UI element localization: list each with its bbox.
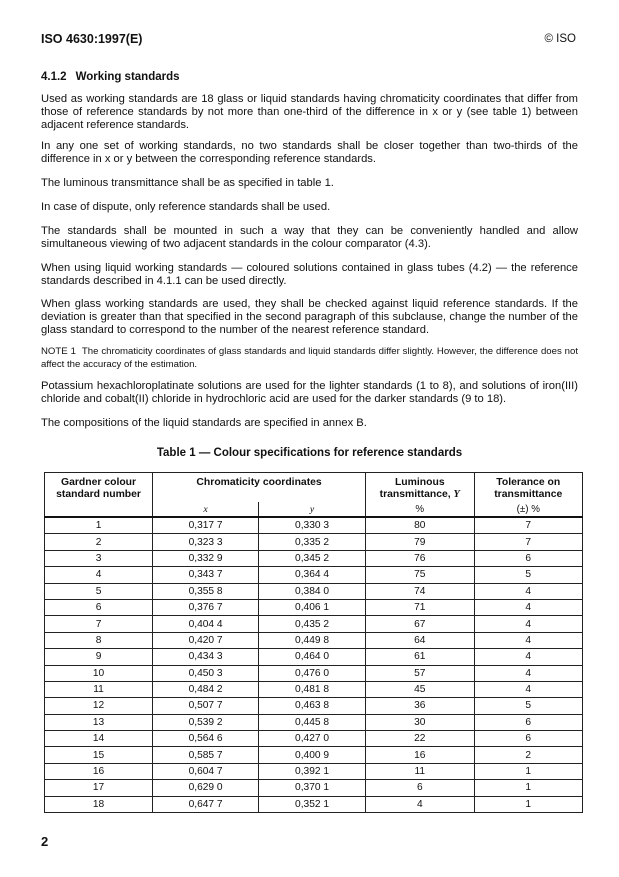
cell-x: 0,507 7: [153, 698, 259, 714]
cell-x: 0,604 7: [153, 763, 259, 779]
table-row: [45, 731, 583, 747]
cell-tolerance: 6: [474, 731, 582, 747]
table-row: [45, 616, 583, 632]
cell-y: 0,345 2: [259, 550, 366, 566]
cell-luminous: 4: [366, 796, 474, 812]
cell-tolerance: 7: [474, 517, 582, 534]
colour-specifications-table: [44, 472, 583, 813]
cell-number: 1: [45, 517, 153, 534]
paragraph-solutions: Potassium hexachloroplatinate solutions are used for the lighter standards (1 to 8), and solutions of iron(III) chloride and cobalt(II) chloride in hydrochloric acid are used for the darker standards (9 to 18).: [41, 380, 578, 406]
table-row: [45, 763, 583, 779]
paragraph-luminous: The luminous transmittance shall be as specified in table 1.: [41, 177, 334, 189]
cell-luminous: 61: [366, 649, 474, 665]
cell-luminous: 30: [366, 714, 474, 730]
subheader-luminous-unit: %: [366, 503, 474, 518]
header-standard-number: Gardner colour standard number: [45, 473, 153, 518]
cell-y: 0,463 8: [259, 698, 366, 714]
cell-number: 17: [45, 780, 153, 796]
subheader-y: y: [259, 503, 366, 518]
cell-luminous: 22: [366, 731, 474, 747]
cell-y: 0,364 4: [259, 567, 366, 583]
section-heading: [41, 71, 180, 83]
cell-luminous: 75: [366, 567, 474, 583]
header-luminous-label: Luminous transmittance, Y: [379, 477, 460, 500]
cell-number: 4: [45, 567, 153, 583]
cell-x: 0,376 7: [153, 599, 259, 615]
cell-luminous: 74: [366, 583, 474, 599]
cell-luminous: 64: [366, 632, 474, 648]
cell-number: 8: [45, 632, 153, 648]
header-luminous: [366, 473, 474, 503]
table-row: [45, 714, 583, 730]
cell-tolerance: 4: [474, 665, 582, 681]
cell-tolerance: 1: [474, 780, 582, 796]
table-row: [45, 698, 583, 714]
cell-x: 0,332 9: [153, 550, 259, 566]
table-row: [45, 550, 583, 566]
cell-y: 0,335 2: [259, 534, 366, 550]
cell-number: 10: [45, 665, 153, 681]
table-row: [45, 583, 583, 599]
document-id: ISO 4630:1997(E): [41, 32, 143, 46]
cell-number: 6: [45, 599, 153, 615]
cell-tolerance: 6: [474, 714, 582, 730]
note-1: [41, 346, 578, 371]
cell-luminous: 36: [366, 698, 474, 714]
table-row: [45, 632, 583, 648]
cell-number: 3: [45, 550, 153, 566]
table-row: [45, 649, 583, 665]
cell-y: 0,400 9: [259, 747, 366, 763]
table-row: [45, 780, 583, 796]
paragraph-working-standards: Used as working standards are 18 glass or liquid standards having chromaticity coordinates that differ from those of reference standards by not more than one-third of the difference in x or y (see table 1) between adjacent reference standards.: [41, 93, 578, 132]
cell-luminous: 45: [366, 681, 474, 697]
cell-number: 2: [45, 534, 153, 550]
cell-tolerance: 4: [474, 616, 582, 632]
cell-y: 0,370 1: [259, 780, 366, 796]
table-row: [45, 599, 583, 615]
cell-tolerance: 2: [474, 747, 582, 763]
table-row: [45, 665, 583, 681]
cell-y: 0,476 0: [259, 665, 366, 681]
paragraph-liquid-standards: When using liquid working standards — coloured solutions contained in glass tubes (4.2) — the reference standards described in 4.1.1 can be used directly.: [41, 262, 578, 288]
cell-y: 0,445 8: [259, 714, 366, 730]
cell-x: 0,420 7: [153, 632, 259, 648]
cell-y: 0,481 8: [259, 681, 366, 697]
cell-x: 0,539 2: [153, 714, 259, 730]
paragraph-dispute: In case of dispute, only reference standards shall be used.: [41, 201, 331, 213]
header-chromaticity: Chromaticity coordinates: [153, 473, 366, 503]
table-row: [45, 567, 583, 583]
table-row: [45, 534, 583, 550]
cell-tolerance: 4: [474, 632, 582, 648]
cell-number: 13: [45, 714, 153, 730]
paragraph-glass-standards: When glass working standards are used, they shall be checked against liquid reference standards. If the deviation is greater than that specified in the second paragraph of this subclause, change the number of the glass standard to correspond to the number of the nearest reference standard.: [41, 298, 578, 337]
cell-tolerance: 6: [474, 550, 582, 566]
cell-luminous: 71: [366, 599, 474, 615]
cell-x: 0,434 3: [153, 649, 259, 665]
cell-luminous: 6: [366, 780, 474, 796]
page-number: 2: [41, 834, 49, 849]
cell-x: 0,404 4: [153, 616, 259, 632]
cell-y: 0,435 2: [259, 616, 366, 632]
table-row: [45, 747, 583, 763]
cell-x: 0,484 2: [153, 681, 259, 697]
table-row: [45, 681, 583, 697]
cell-tolerance: 5: [474, 567, 582, 583]
cell-number: 9: [45, 649, 153, 665]
cell-y: 0,406 1: [259, 599, 366, 615]
cell-luminous: 57: [366, 665, 474, 681]
section-number: 4.1.2: [41, 71, 67, 83]
cell-number: 15: [45, 747, 153, 763]
paragraph-mounting: The standards shall be mounted in such a way that they can be conveniently handled and allow simultaneous viewing of two adjacent standards in the colour comparator (4.3).: [41, 225, 578, 251]
cell-y: 0,392 1: [259, 763, 366, 779]
paragraph-compositions: The compositions of the liquid standards are specified in annex B.: [41, 417, 367, 429]
cell-luminous: 76: [366, 550, 474, 566]
cell-number: 12: [45, 698, 153, 714]
cell-luminous: 11: [366, 763, 474, 779]
cell-tolerance: 4: [474, 649, 582, 665]
cell-x: 0,317 7: [153, 517, 259, 534]
note-text: The chromaticity coordinates of glass standards and liquid standards differ slightly. However, the difference does not affect the accuracy of the estimation.: [41, 346, 579, 370]
cell-tolerance: 7: [474, 534, 582, 550]
cell-x: 0,323 3: [153, 534, 259, 550]
cell-number: 7: [45, 616, 153, 632]
cell-y: 0,449 8: [259, 632, 366, 648]
paragraph-closeness: In any one set of working standards, no two standards shall be closer together than two-thirds of the difference in x or y between the corresponding reference standards.: [41, 140, 578, 166]
cell-x: 0,564 6: [153, 731, 259, 747]
cell-number: 18: [45, 796, 153, 812]
cell-number: 14: [45, 731, 153, 747]
cell-luminous: 79: [366, 534, 474, 550]
table-row: [45, 796, 583, 812]
note-label: NOTE 1: [41, 346, 76, 357]
cell-y: 0,352 1: [259, 796, 366, 812]
table-row: [45, 517, 583, 534]
cell-tolerance: 4: [474, 599, 582, 615]
header-tolerance: Tolerance on transmittance: [474, 473, 582, 503]
cell-x: 0,629 0: [153, 780, 259, 796]
cell-number: 5: [45, 583, 153, 599]
cell-tolerance: 4: [474, 583, 582, 599]
copyright-mark: © ISO: [544, 33, 576, 45]
cell-x: 0,647 7: [153, 796, 259, 812]
cell-luminous: 67: [366, 616, 474, 632]
cell-tolerance: 4: [474, 681, 582, 697]
cell-x: 0,343 7: [153, 567, 259, 583]
cell-luminous: 80: [366, 517, 474, 534]
cell-number: 11: [45, 681, 153, 697]
cell-x: 0,450 3: [153, 665, 259, 681]
cell-y: 0,330 3: [259, 517, 366, 534]
section-title: Working standards: [75, 71, 180, 83]
cell-y: 0,427 0: [259, 731, 366, 747]
cell-number: 16: [45, 763, 153, 779]
cell-tolerance: 1: [474, 796, 582, 812]
subheader-tolerance-unit: (±) %: [474, 503, 582, 518]
cell-x: 0,355 8: [153, 583, 259, 599]
cell-y: 0,464 0: [259, 649, 366, 665]
subheader-x: x: [153, 503, 259, 518]
cell-luminous: 16: [366, 747, 474, 763]
cell-x: 0,585 7: [153, 747, 259, 763]
cell-tolerance: 1: [474, 763, 582, 779]
cell-y: 0,384 0: [259, 583, 366, 599]
table-caption: Table 1 — Colour specifications for reference standards: [156, 447, 463, 459]
cell-tolerance: 5: [474, 698, 582, 714]
